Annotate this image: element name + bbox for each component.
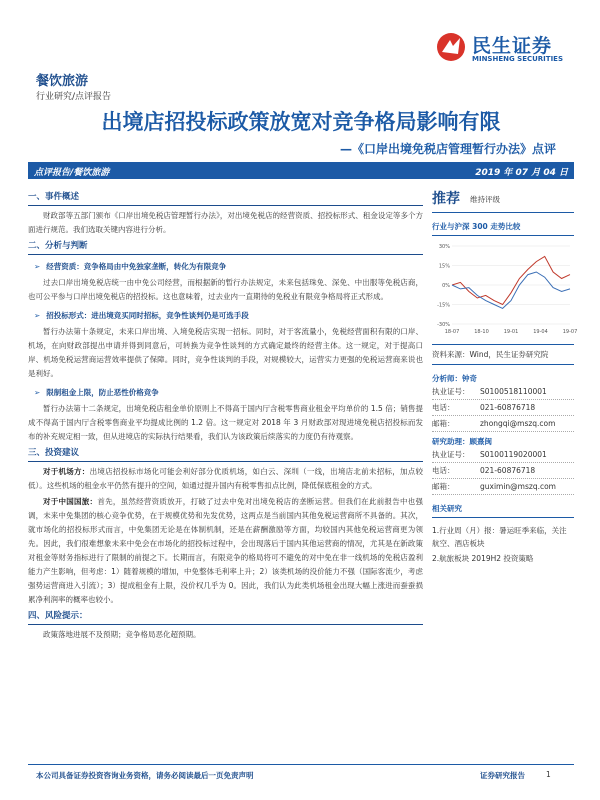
rating-sub: 维持评级 xyxy=(470,195,500,204)
chart-title: 行业与沪深 300 走势比较 xyxy=(432,222,521,231)
analyst-contact xyxy=(432,384,574,432)
sector-label: 餐饮旅游 xyxy=(36,74,89,89)
section-3-para-1 xyxy=(28,465,423,493)
bullet-2-title: 招投标形式：进出境竞买同时招标，竞争性谈判仍是可选手段 xyxy=(46,311,249,320)
related-item-1: 1.行业周（月）报：暑运旺季来临，关注航空、酒店板块 xyxy=(432,526,567,548)
section-3-para-1-text: 出境店招投标市场化可能会利好部分优质机场，如白云、深圳（一线，出境店北前未招标，加点较低）。这些机场的租金水平仍然有提升的空间，如通过提升国内有税零售扣点比例，降低保底租金的方式。 xyxy=(28,467,423,490)
chart-x-tick-label: 19-04 xyxy=(533,329,548,335)
chart-x-tick-label: 19-01 xyxy=(503,329,519,335)
section-2-title: 二、分析与判断 xyxy=(28,239,423,255)
brand-logo xyxy=(436,30,576,70)
assistant-contact-value: S0100119020001 xyxy=(480,450,547,459)
brand-name-en: MINSHENG SECURITIES xyxy=(472,55,563,63)
bullet-3 xyxy=(34,386,423,400)
chart-series-line-1 xyxy=(452,256,570,304)
chart-source: 资料来源：Wind，民生证券研究院 xyxy=(432,350,549,359)
section-3-para-2 xyxy=(28,495,423,607)
analyst-contact-key: 执业证号： xyxy=(432,387,470,396)
report-title: 出境店招投标政策放宽对竞争格局影响有限 xyxy=(101,110,501,134)
report-type: 行业研究/点评报告 xyxy=(36,92,112,102)
related-item-2: 2.航旅板块 2019H2 投资策略 xyxy=(432,554,534,563)
assistant-contact-row xyxy=(432,447,574,463)
bullet-arrow-icon: ➢ xyxy=(34,311,41,320)
brand-name-cn: 民生证券 xyxy=(472,35,553,57)
section-3-para-1-lead: 对于机场方： xyxy=(43,467,90,476)
bullet-2-text: 暂行办法第十条规定，未来口岸出境、入境免税店实现一招标。同时，对于客流量小，免税经营面积有限的口岸、机场，在向财政部提出申请并得到同意后，可转换为竞争性谈判的方式确定最终的经营主体。这一规定，对于提高口岸、机场免税运营商运营效率提供了保障。同时，竞争性谈判的手段，对规模较大，运营实力更强的免税运营商来说也是利好。 xyxy=(28,327,423,378)
section-4-title: 四、风险提示： xyxy=(28,609,423,625)
chart-y-tick-label: 15% xyxy=(438,263,450,270)
divider xyxy=(432,235,574,236)
footer-divider xyxy=(28,764,574,765)
bullet-3-text: 暂行办法第十二条规定，出境免税店租金单价原则上不得高于国内厅含税零售商业租金平均单价的 1.5 倍；销售提成不得高于国内厅含税零售商业平均提成比例的 1.2 倍。这一规定对 2018 年 3 月财政部对现进境免税店招投标而发布的补充规定相一致，但从进境店的实际执行结果看，我们认为该政策后续落实的力度仍有待观察。 xyxy=(28,404,423,441)
section-3-para-2-lead: 对于中国国旅： xyxy=(43,497,98,506)
analyst-contact-value: S0100518110001 xyxy=(480,387,547,396)
assistant-contact-value: 021-60876718 xyxy=(480,466,536,475)
divider xyxy=(432,212,574,213)
chart-y-tick-label: 0% xyxy=(442,283,450,289)
brand-logo-icon xyxy=(436,32,466,62)
footer-brand: 证券研究报告 xyxy=(480,771,525,780)
bullet-arrow-icon: ➢ xyxy=(34,388,41,397)
divider xyxy=(432,517,574,518)
sidebar xyxy=(432,188,578,565)
analyst-label: 分析师：钟奇 xyxy=(432,374,477,383)
chart-y-tick-label: 30% xyxy=(438,244,450,250)
analyst-contact-row xyxy=(432,384,574,400)
footer-disclaimer: 本公司具备证券投资咨询业务资格，请务必阅读最后一页免责声明 xyxy=(36,771,254,780)
chart-y-tick-label: -15% xyxy=(437,302,450,309)
assistant-contact-value: guximin@mszq.com xyxy=(480,482,556,491)
section-3-para-2-text: 首先，虽然经营资质放开，打破了过去中免对出境免税店的垄断运营。但我们在此前报告中也强调，未来中免集团的核心竞争优势，在于规模优势和先发优势，这两点是当前国内其他免税运营商所不具备的。其次，就市场化的招投标形式而言，中免集团无论是在体制机制，还是在薪酬激励等方面，均较国内其他免税运营商更为领先。因此，我们很难想象未来中免会在市场化的招投标过程中，会出现落后于国内其他运营商的情况，尤其是在新政策对租金等财务指标进行了限制的前提之下。长期而言，有限竞争的格局将可不避免的对中免在非一线机场的免税店盈利能力产生影响，但考虑：1）随着规模的增加，中免整体毛利率上升；2）该类机场的没价能力不强（国际客流少，考虑强势运营商进入引流）；3）提成租金有上限，没价权几乎为 0。因此，我们认为此类机场租金出现大幅上涨进而蚕蚕损累净利润率的概率也较小。 xyxy=(28,497,424,604)
assistant-contact-row xyxy=(432,479,574,495)
divider xyxy=(432,364,574,365)
main-content xyxy=(28,188,423,728)
chart-x-tick-label: 18-07 xyxy=(444,329,460,335)
assistant-label: 研究助理：顾熹闽 xyxy=(432,437,492,446)
analyst-contact-key: 邮箱： xyxy=(432,419,455,428)
report-subtitle: —《口岸出境免税店管理暂行办法》点评 xyxy=(339,142,556,156)
rating: 推荐 xyxy=(432,191,460,207)
divider xyxy=(432,344,574,345)
assistant-contact xyxy=(432,447,574,495)
related-title: 相关研究 xyxy=(432,504,462,513)
analyst-contact-value: 021-60876718 xyxy=(480,403,536,412)
assistant-contact-key: 执业证号： xyxy=(432,450,470,459)
bullet-arrow-icon: ➢ xyxy=(34,262,41,271)
bullet-3-title: 限制租金上限，防止恶性价格竞争 xyxy=(46,388,159,397)
page-number: 1 xyxy=(546,770,551,779)
analyst-contact-row xyxy=(432,400,574,416)
trend-chart xyxy=(432,240,578,340)
chart-y-tick-label: -30% xyxy=(437,322,450,328)
bullet-2 xyxy=(34,309,423,323)
analyst-contact-value: zhongqi@mszq.com xyxy=(480,419,556,428)
assistant-contact-key: 电话： xyxy=(432,466,455,475)
section-1-title: 一、事件概述 xyxy=(28,190,423,206)
header-bar-category: 点评报告/餐饮旅游 xyxy=(34,168,110,178)
bullet-1-text: 过去口岸出境免税店统一由中免公司经营，而根据新的暂行办法规定，未来包括珠免、深免、中出服等免税店商，也可公平参与口岸出境免税店的招投标。这也意味着，过去业内一直期待的免税业有限竞争格局将正式形成。 xyxy=(28,278,423,301)
chart-series-line-2 xyxy=(452,272,570,308)
assistant-contact-row xyxy=(432,463,574,479)
header-bar xyxy=(28,162,574,179)
bullet-1-title: 经营资质：竞争格局由中免独家垄断，转化为有限竞争 xyxy=(46,262,227,271)
report-date: 2019 年 07 月 04 日 xyxy=(475,168,568,178)
section-4-text: 政策落地进展不及预期；竞争格局恶化超预期。 xyxy=(43,630,201,639)
bullet-1 xyxy=(34,260,423,274)
chart-x-tick-label: 18-10 xyxy=(474,329,489,335)
section-3-title: 三、投资建议 xyxy=(28,446,423,462)
analyst-contact-row xyxy=(432,416,574,432)
chart-x-tick-label: 19-07 xyxy=(562,329,578,335)
rating-block xyxy=(432,188,574,212)
analyst-contact-key: 电话： xyxy=(432,403,455,412)
section-1-text: 财政部等五部门颁布《口岸出境免税店管理暂行办法》，对出境免税店的经营资质、招投标形式、租金设定等多个方面进行规范。我们选取关键内容进行分析。 xyxy=(28,211,423,234)
assistant-contact-key: 邮箱： xyxy=(432,482,455,491)
